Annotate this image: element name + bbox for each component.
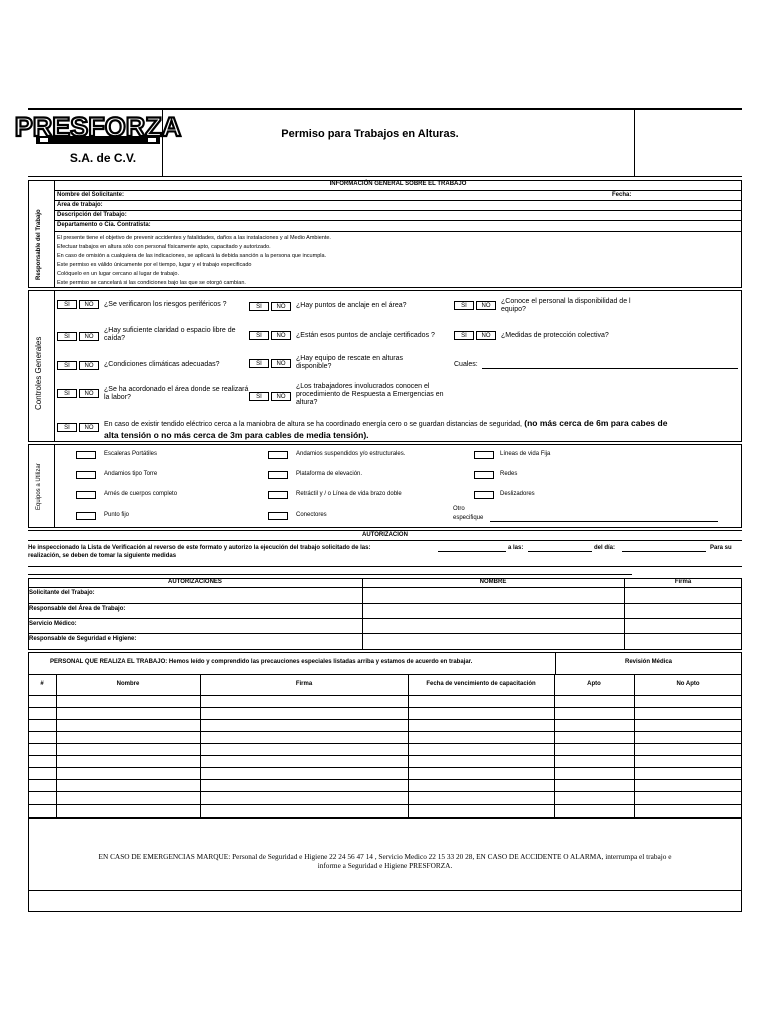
- yn-q2: [249, 302, 293, 311]
- si-checkbox[interactable]: SI: [57, 361, 77, 370]
- side-label-responsable: Responsable del Trabajo: [36, 209, 42, 280]
- col-no-apto: No Apto: [676, 681, 700, 687]
- question-disponibilidad: ¿Conoce el personal la disponibilidad de l equipo?: [501, 298, 631, 313]
- general-section-title: INFORMACIÓN GENERAL SOBRE EL TRABAJO: [329, 181, 467, 187]
- table-row: [28, 731, 742, 732]
- equipo-label: Retráctil y / o Línea de vida brazo doble: [296, 491, 402, 497]
- equipo-label: Andamios tipo Torre: [104, 471, 158, 477]
- si-checkbox[interactable]: SI: [57, 332, 77, 341]
- equipo-label: Conectores: [296, 512, 327, 518]
- si-checkbox[interactable]: SI: [249, 331, 269, 340]
- row-rule: [28, 890, 742, 891]
- side-label-controles: Controles Generales: [34, 336, 43, 410]
- header-divider: [634, 110, 635, 176]
- yn-q11: [57, 423, 101, 432]
- auth-row-label: Responsable de Seguridad e Higiene:: [29, 636, 137, 642]
- table-row: [28, 743, 742, 744]
- no-checkbox[interactable]: NO: [79, 423, 99, 432]
- col-nombre-personal: Nombre: [116, 681, 140, 687]
- yn-q1: [57, 300, 101, 309]
- question-claridad: ¿Hay suficiente claridad o espacio libre de caída?: [104, 327, 236, 342]
- personal-heading: PERSONAL QUE REALIZA EL TRABAJO: Hemos leído y comprendido las precauciones especiales listadas arriba y estamos de acuerdo en trabajar.: [50, 659, 473, 665]
- table-row: [28, 707, 742, 708]
- row-rule: [54, 190, 742, 191]
- revision-medica: Revisión Médica: [624, 659, 672, 665]
- col-nombre: NOMBRE: [479, 579, 507, 585]
- autorizacion-title: AUTORIZACIÓN: [362, 532, 408, 538]
- question-certificados: ¿Están esos puntos de anclaje certificados ?: [296, 332, 435, 339]
- question-climaticas: ¿Condiciones climáticas adecuadas?: [104, 361, 220, 368]
- equipo-label: Deslizadores: [500, 491, 535, 497]
- question-electrico-bold: (no más cerca de 6m para cabes de: [521, 418, 668, 428]
- yn-q6: [454, 331, 498, 340]
- note-line: En caso de omisión a cualquiera de las indicaciones, se aplicará la debida sanción a la persona que incumpla.: [57, 253, 327, 259]
- equipo-checkbox[interactable]: [76, 451, 96, 459]
- question-electrico: [104, 418, 740, 442]
- yn-q10: [249, 392, 293, 401]
- col-firma: Firma: [674, 579, 692, 585]
- equipo-label: Andamios suspendidos y/o estructurales.: [296, 451, 406, 457]
- hora-inicio-line[interactable]: [438, 551, 506, 552]
- equipo-checkbox[interactable]: [474, 491, 494, 499]
- equipo-label: Escaleras Portátiles: [104, 451, 158, 457]
- departamento-label: Departamento o Cía. Contratista:: [57, 222, 151, 228]
- row-rule: [28, 540, 742, 541]
- row-rule: [28, 603, 742, 604]
- question-proteccion: ¿Medidas de protección colectiva?: [501, 332, 609, 339]
- no-checkbox[interactable]: NO: [271, 359, 291, 368]
- no-checkbox[interactable]: NO: [79, 332, 99, 341]
- emergencia-line: informe a Seguridad e Higiene PRESFORZA.: [317, 861, 453, 870]
- del-dia-label: del día:: [594, 545, 616, 551]
- dia-line[interactable]: [622, 551, 706, 552]
- table-row: [28, 719, 742, 720]
- col-rule: [624, 578, 625, 650]
- no-checkbox[interactable]: NO: [79, 300, 99, 309]
- equipo-label: Arnés de cuerpos completo: [104, 491, 178, 497]
- cuales-label: Cuales:: [454, 361, 478, 368]
- row-rule: [54, 220, 742, 221]
- equipo-checkbox[interactable]: [76, 471, 96, 479]
- no-checkbox[interactable]: NO: [271, 392, 291, 401]
- side-divider: [54, 180, 55, 288]
- si-checkbox[interactable]: SI: [454, 331, 474, 340]
- row-rule: [54, 231, 742, 232]
- fecha-label: Fecha:: [612, 192, 632, 198]
- equipo-checkbox[interactable]: [76, 491, 96, 499]
- equipo-checkbox[interactable]: [268, 451, 288, 459]
- auth-row-label: Responsable del Área de Trabajo:: [29, 606, 126, 612]
- no-checkbox[interactable]: NO: [271, 302, 291, 311]
- si-checkbox[interactable]: SI: [57, 423, 77, 432]
- yn-q7: [57, 361, 101, 370]
- equipo-label: Redes: [500, 471, 518, 477]
- side-divider: [54, 290, 55, 442]
- row-rule: [28, 587, 742, 588]
- equipo-label: Líneas de vida Fija: [500, 451, 551, 457]
- col-autorizaciones: AUTORIZACIONES: [168, 579, 222, 585]
- si-checkbox[interactable]: SI: [57, 389, 77, 398]
- si-checkbox[interactable]: SI: [249, 392, 269, 401]
- especifique-label: especifique: [453, 515, 484, 521]
- equipo-label: Plataforma de elevación.: [296, 471, 363, 477]
- note-line: Efectuar trabajos en altura sólo con personal físicamente apto, capacitado y autorizado.: [57, 244, 271, 250]
- col-rule: [362, 578, 363, 650]
- logo-wordmark: PRESFORZA: [14, 112, 182, 142]
- a-las-label: a las:: [508, 545, 524, 551]
- table-row: [28, 779, 742, 780]
- yn-q3: [454, 301, 498, 310]
- side-divider: [54, 444, 55, 528]
- no-checkbox[interactable]: NO: [271, 331, 291, 340]
- table-row: [28, 767, 742, 768]
- table-row: [28, 791, 742, 792]
- question-acordonado: ¿Se ha acordonado el área donde se realizará la labor?: [104, 386, 249, 401]
- emergencia-line: EN CASO DE EMERGENCIAS MARQUE: Personal de Seguridad e Higiene 22 24 56 47 14 , Servicio Medico 22 15 33 20 28, EN CASO DE ACCIDENTE O ALARMA, interrumpa el trabajo e: [98, 852, 672, 861]
- solicitante-label: Nombre del Solicitante:: [57, 192, 125, 198]
- equipo-checkbox[interactable]: [474, 451, 494, 459]
- autorizacion-text-2: realización, se deben de tomar la siguiente medidas: [28, 553, 177, 559]
- col-num: #: [40, 681, 44, 687]
- col-fecha-capacitacion: Fecha de vencimiento de capacitación: [426, 681, 536, 687]
- note-line: Este permiso es válido únicamente por el tiempo, lugar y el trabajo especificado: [57, 262, 252, 268]
- area-label: Área de trabajo:: [57, 202, 103, 208]
- equipo-checkbox[interactable]: [474, 471, 494, 479]
- question-electrico-bold: alta tensión o no más cerca de 3m para cables de media tensión).: [104, 430, 369, 440]
- yn-q8: [249, 359, 293, 368]
- si-checkbox[interactable]: SI: [249, 359, 269, 368]
- emergencia-text: [30, 852, 740, 870]
- no-checkbox[interactable]: NO: [476, 331, 496, 340]
- company-suffix: S.A. de C.V.: [69, 151, 137, 165]
- para-su-label: Para su: [710, 545, 732, 551]
- table-row: [28, 695, 742, 696]
- note-line: Este permiso se cancelará si las condiciones bajo las que se otorgó cambian.: [57, 280, 246, 286]
- auth-row-label: Servicio Médico:: [29, 621, 77, 627]
- question-anclaje: ¿Hay puntos de anclaje en el área?: [296, 302, 407, 309]
- equipo-label: Punto fijo: [104, 512, 130, 518]
- no-checkbox[interactable]: NO: [79, 361, 99, 370]
- question-perifericos: ¿Se verificaron los riesgos periféricos ?: [104, 301, 227, 308]
- equipo-checkbox[interactable]: [268, 491, 288, 499]
- row-rule: [28, 530, 742, 531]
- medidas-line[interactable]: [28, 566, 742, 567]
- equipo-checkbox[interactable]: [268, 512, 288, 520]
- question-electrico-text: En caso de existir tendido eléctrico cerca a la maniobra de altura se ha coordinado energía cero o se guardan distancias de seguridad,: [104, 421, 522, 428]
- no-checkbox[interactable]: NO: [79, 389, 99, 398]
- hora-fin-line[interactable]: [528, 551, 592, 552]
- table-row: [28, 804, 742, 805]
- otro-input-line[interactable]: [490, 521, 718, 522]
- cuales-input-line[interactable]: [482, 368, 738, 369]
- si-checkbox[interactable]: SI: [249, 302, 269, 311]
- si-checkbox[interactable]: SI: [57, 300, 77, 309]
- auth-row-label: Solicitante del Trabajo:: [29, 590, 95, 596]
- otro-label: Otro: [453, 506, 465, 512]
- row-rule: [28, 618, 742, 619]
- row-rule: [54, 210, 742, 211]
- medidas-line[interactable]: [28, 574, 632, 575]
- yn-q5: [249, 331, 293, 340]
- note-line: Colóquelo en un lugar cercano al lugar de trabajo.: [57, 271, 179, 277]
- header-bottom-rule: [28, 176, 742, 177]
- equipo-checkbox[interactable]: [76, 512, 96, 520]
- autorizacion-text: He inspeccionado la Lista de Verificación al reverso de este formato y autorizo la ejecución del trabajo solicitado de las:: [28, 545, 371, 551]
- col-apto: Apto: [587, 681, 601, 687]
- row-rule: [28, 633, 742, 634]
- descripcion-label: Descripción del Trabajo:: [57, 212, 127, 218]
- yn-q4: [57, 332, 101, 341]
- row-rule: [54, 200, 742, 201]
- equipo-checkbox[interactable]: [268, 471, 288, 479]
- page-title: Permiso para Trabajos en Alturas.: [281, 128, 459, 140]
- yn-q9: [57, 389, 101, 398]
- no-checkbox[interactable]: NO: [476, 301, 496, 310]
- table-row: [28, 755, 742, 756]
- note-line: El presente tiene el objetivo de prevenir accidentes y fatalidades, daños a las instalaciones y al Medio Ambiente.: [57, 235, 331, 241]
- side-label-equipos: Equipos a Utilizar: [36, 463, 42, 510]
- si-checkbox[interactable]: SI: [454, 301, 474, 310]
- general-notes: [57, 234, 737, 288]
- question-rescate: ¿Hay equipo de rescate en alturas disponible?: [296, 355, 404, 370]
- question-emergencias: ¿Los trabajadores involucrados conocen el procedimiento de Respuesta a Emergencias en altura?: [296, 383, 444, 406]
- col-firma-personal: Firma: [295, 681, 313, 687]
